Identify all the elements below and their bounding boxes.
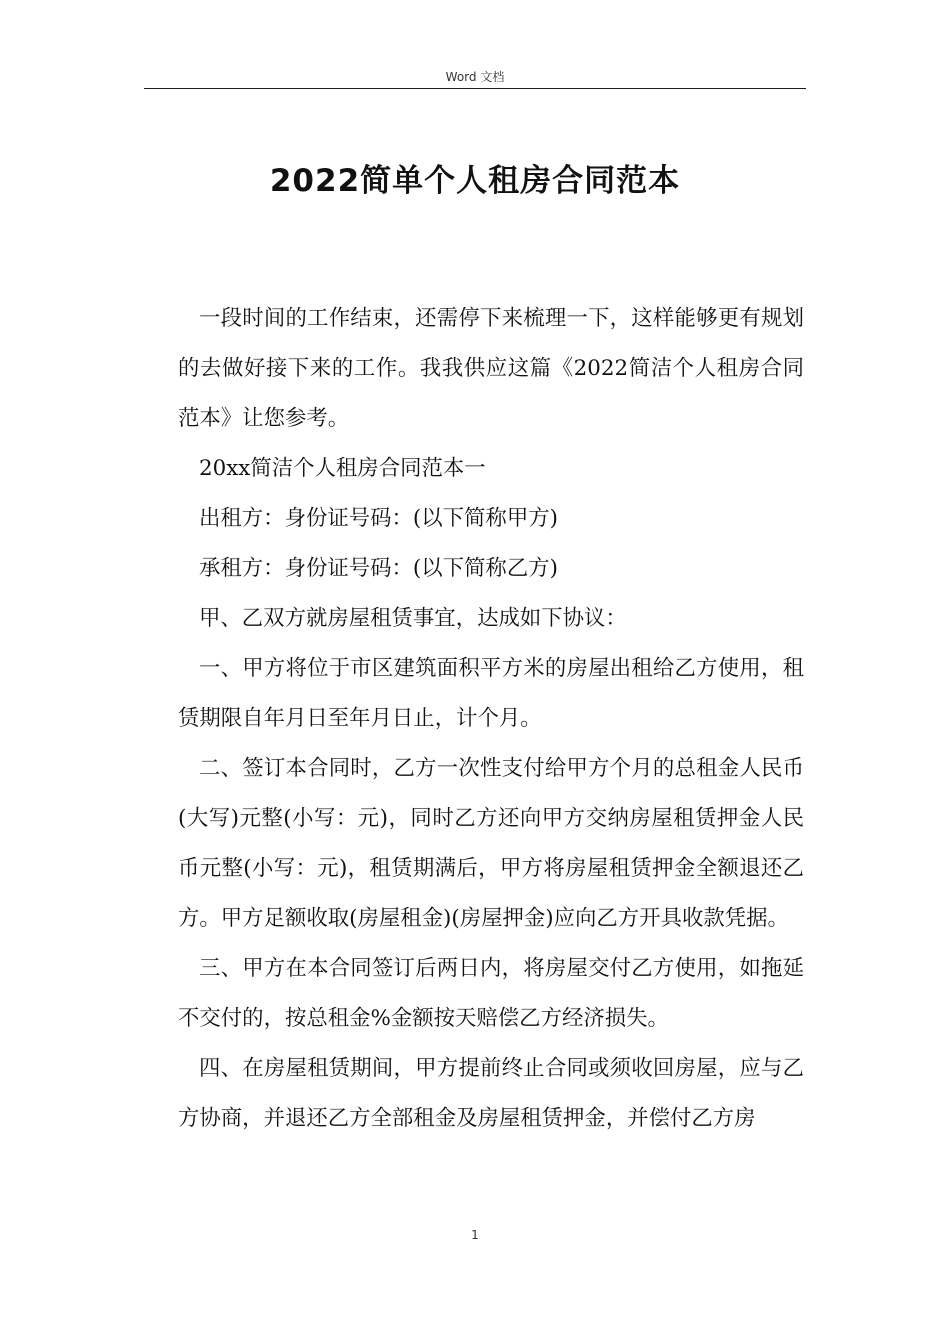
- section-heading: 20xx简洁个人租房合同范本一: [199, 456, 486, 481]
- header-text: Word 文档: [445, 70, 505, 84]
- lessor-line: 出租方：身份证号码：(以下简称甲方): [199, 506, 558, 531]
- clause-4: 四、在房屋租赁期间，甲方提前终止合同或须收回房屋，应与乙方协商，并退还乙方全部租金及房屋租赁押金，并偿付乙方房: [178, 1056, 804, 1131]
- page-header: [144, 64, 806, 89]
- clause-3: 三、甲方在本合同签订后两日内，将房屋交付乙方使用，如拖延不交付的，按总租金%金额按天赔偿乙方经济损失。: [178, 956, 804, 1031]
- intro-paragraph: 一段时间的工作结束，还需停下来梳理一下，这样能够更有规划的去做好接下来的工作。我我供应这篇《2022简洁个人租房合同范本》让您参考。: [178, 306, 804, 431]
- document-body: [178, 294, 804, 1144]
- page-number: 1: [471, 1228, 479, 1242]
- clause-1: 一、甲方将位于市区建筑面积平方米的房屋出租给乙方使用，租赁期限自年月日至年月日止，计个月。: [178, 656, 804, 731]
- agreement-intro: 甲、乙双方就房屋租赁事宜，达成如下协议：: [199, 606, 627, 631]
- document-title: 2022简单个人租房合同范本: [269, 163, 681, 199]
- clause-2: 二、签订本合同时，乙方一次性支付给甲方个月的总租金人民币(大写)元整(小写：元)，同时乙方还向甲方交纳房屋租赁押金人民币元整(小写：元)，租赁期满后，甲方将房屋租赁押金全额退还乙方。甲方足额收取(房屋租金)(房屋押金)应向乙方开具收款凭据。: [178, 756, 804, 931]
- lessee-line: 承租方：身份证号码：(以下简称乙方): [199, 556, 558, 581]
